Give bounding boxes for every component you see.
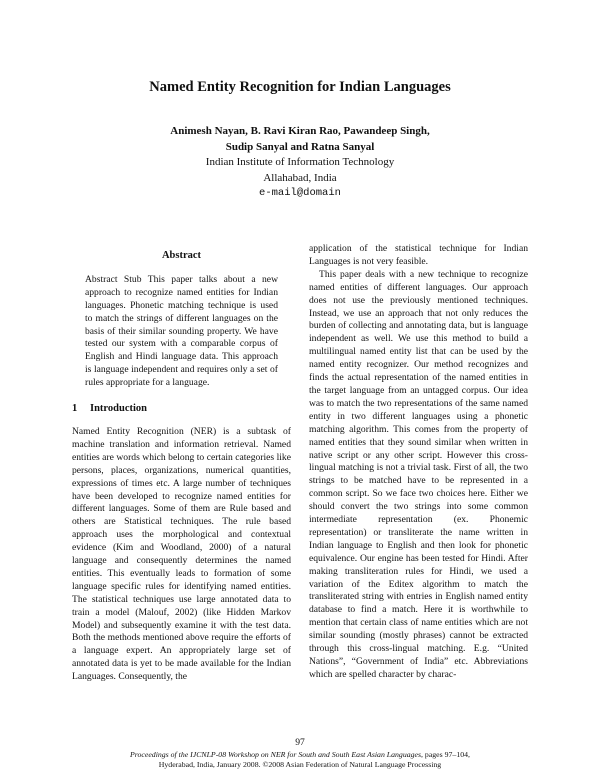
intro-paragraph-2: This paper deals with a new technique to recognize named entities of different languages. Our approach does not use the previously mentioned techniques. Instead, we use an approach that not only reduces the burden of collecting and annotating data, but is language independent as well. We use this method to build a multilingual named entity list that can be used by the named entity recognizer. Our method recognizes and finds the actual representation of the named entities in the target language from an untagged corpus. Our idea was to match the two representations of the same named entity in two different languages using a phonetic matching algorithm. This comes from the property of named entities that they sound similar when written in native script or any other script. However this cross-lingual matching is not a trivial task. First of all, the two strings to be matched have to be represented in a common script. So we face two choices here. Either we should convert the two strings into some common intermediate representation (ex. Phonemic representation) or transliterate the name written in Indian language to English and then look for phonetic equivalence. Our engine has been tested for Hindi. After making transliteration rules for Hindi, we used a variation of the Editex algorithm to match the transliterated string with entries in English named entity database to find a match. Here it is worthwhile to mention that certain class of name entities which are not similar sounding (mostly phrases) cannot be extracted through this cross-lingual matching. E.g. “United Nations”, “Government of India” etc. Abbreviations which are spelled character by charac- <box>309 268 528 680</box>
section-number: 1 <box>72 403 78 415</box>
page-number: 97 <box>295 737 305 748</box>
footer <box>0 750 600 769</box>
footer-line1 <box>0 750 600 760</box>
footer-line2: Hyderabad, India, January 2008. ©2008 Asian Federation of Natural Language Processing <box>158 759 442 769</box>
proceedings-name: Proceedings of the IJCNLP-08 Workshop on NER for South and South East Asian Languages <box>130 750 422 759</box>
abstract-heading: Abstract <box>161 250 202 261</box>
right-column <box>309 243 528 682</box>
intro-paragraph-1-continued: application of the statistical technique for Indian Languages is not very feasible. <box>309 243 528 267</box>
section-heading <box>72 403 291 416</box>
abstract-text: Abstract Stub This paper talks about a new approach to recognize named entities for Indian languages. Phonetic matching technique is used to match the strings of different languages on the basis of their similar sounding property. We have tested our system with a comparable corpus of English and Hindi language data. This approach is language independent and requires only a set of rules appropriate for a language. <box>85 273 278 389</box>
location: Allahabad, India <box>263 171 337 184</box>
intro-paragraph-1: Named Entity Recognition (NER) is a subtask of machine translation and information retrieval. Named entities are words which belong to certain categories like persons, places, organizations, numerical quantities, expressions of times etc. A large number of techniques have been developed to recognize named entities for different languages. Some of them are Rule based and others are Statistical techniques. The rule based approach uses the morphological and contextual evidence (Kim and Woodland, 2000) of a natural language and consequently determines the named entities. This eventually leads to formation of some language specific rules for identifying named entities. The statistical techniques use large annotated data to train a model (Malouf, 2002) (like Hidden Markov Model) and subsequently examine it with the test data. Both the methods mentioned above require the efforts of a language expert. An appropriately large set of annotated data is yet to be made available for the Indian Languages. Consequently, the <box>72 425 291 683</box>
footer-pages: , pages 97–104, <box>421 750 470 759</box>
section-title: Introduction <box>90 403 147 415</box>
affiliation: Indian Institute of Information Technology <box>205 156 395 168</box>
email: e-mail@domain <box>259 187 341 199</box>
author-names-line2: Sudip Sanyal and Ratna Sanyal <box>225 140 375 153</box>
author-names-line1: Animesh Nayan, B. Ravi Kiran Rao, Pawandeep Singh, <box>170 125 430 137</box>
paper-title: Named Entity Recognition for Indian Languages <box>149 79 451 95</box>
left-column <box>72 250 291 684</box>
author-block <box>0 124 600 202</box>
